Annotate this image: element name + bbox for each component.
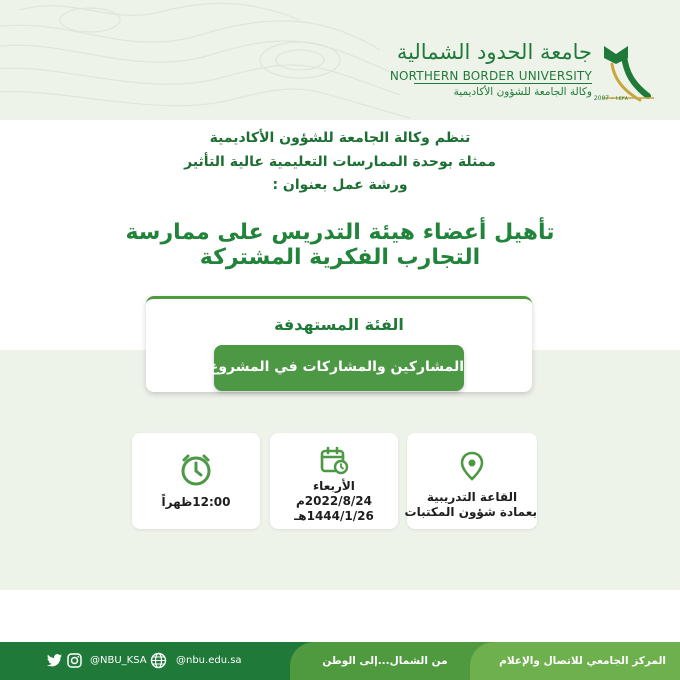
- website-link[interactable]: @nbu.edu.sa: [176, 655, 242, 666]
- logo-divider: [414, 83, 592, 84]
- workshop-title-line-2: التجارب الفكرية المشتركة: [199, 245, 481, 270]
- target-audience-badge: [208, 345, 464, 391]
- location-pin-icon: [460, 451, 484, 481]
- day-value: الأربعاء: [313, 479, 355, 493]
- target-audience-card: [146, 296, 532, 392]
- date-card: [270, 433, 398, 529]
- university-name-en: NORTHERN BORDER UNIVERSITY: [389, 69, 592, 83]
- hijri-date: 1444/1/26هـ: [294, 509, 374, 523]
- vice-rectorate-label: وكالة الجامعة للشؤون الأكاديمية: [453, 86, 592, 98]
- intro-line-3: ورشة عمل بعنوان :: [272, 177, 408, 193]
- workshop-title-line-1: تأهيل أعضاء هيئة التدريس على ممارسة: [125, 220, 555, 245]
- university-name-ar: جامعة الحدود الشمالية: [396, 40, 592, 64]
- time-value: 12:00ظهراً: [161, 495, 231, 509]
- location-card: [404, 433, 537, 529]
- footer-slogan: من الشمال...إلى الوطن: [322, 655, 448, 667]
- social-handle[interactable]: @NBU_KSA: [90, 655, 147, 666]
- gregorian-date: 2022/8/24م: [295, 494, 372, 508]
- time-card: [132, 433, 260, 529]
- place-line-1: القاعة التدريبية: [426, 490, 518, 504]
- intro-line-2: ممثلة بوحدة الممارسات التعليمية عالية التأثير: [184, 154, 496, 170]
- instagram-icon[interactable]: [66, 652, 83, 669]
- logo-year: 2007 - ١٤٢٨: [593, 95, 628, 102]
- target-audience-value: المشاركين والمشاركات في المشروع: [208, 359, 464, 375]
- media-center-label: المركز الجامعي للاتصال والإعلام: [499, 655, 666, 667]
- university-logo: [389, 38, 658, 106]
- globe-icon[interactable]: [150, 652, 167, 669]
- calendar-icon: [319, 445, 349, 475]
- twitter-icon[interactable]: [46, 652, 63, 669]
- place-line-2: بعمادة شؤون المكتبات: [404, 505, 537, 519]
- clock-icon: [179, 453, 213, 487]
- pre-footer-strip: [0, 590, 680, 642]
- intro-line-1: تنظم وكالة الجامعة للشؤون الأكاديمية: [209, 130, 471, 146]
- target-audience-heading: الفئة المستهدفة: [274, 315, 404, 334]
